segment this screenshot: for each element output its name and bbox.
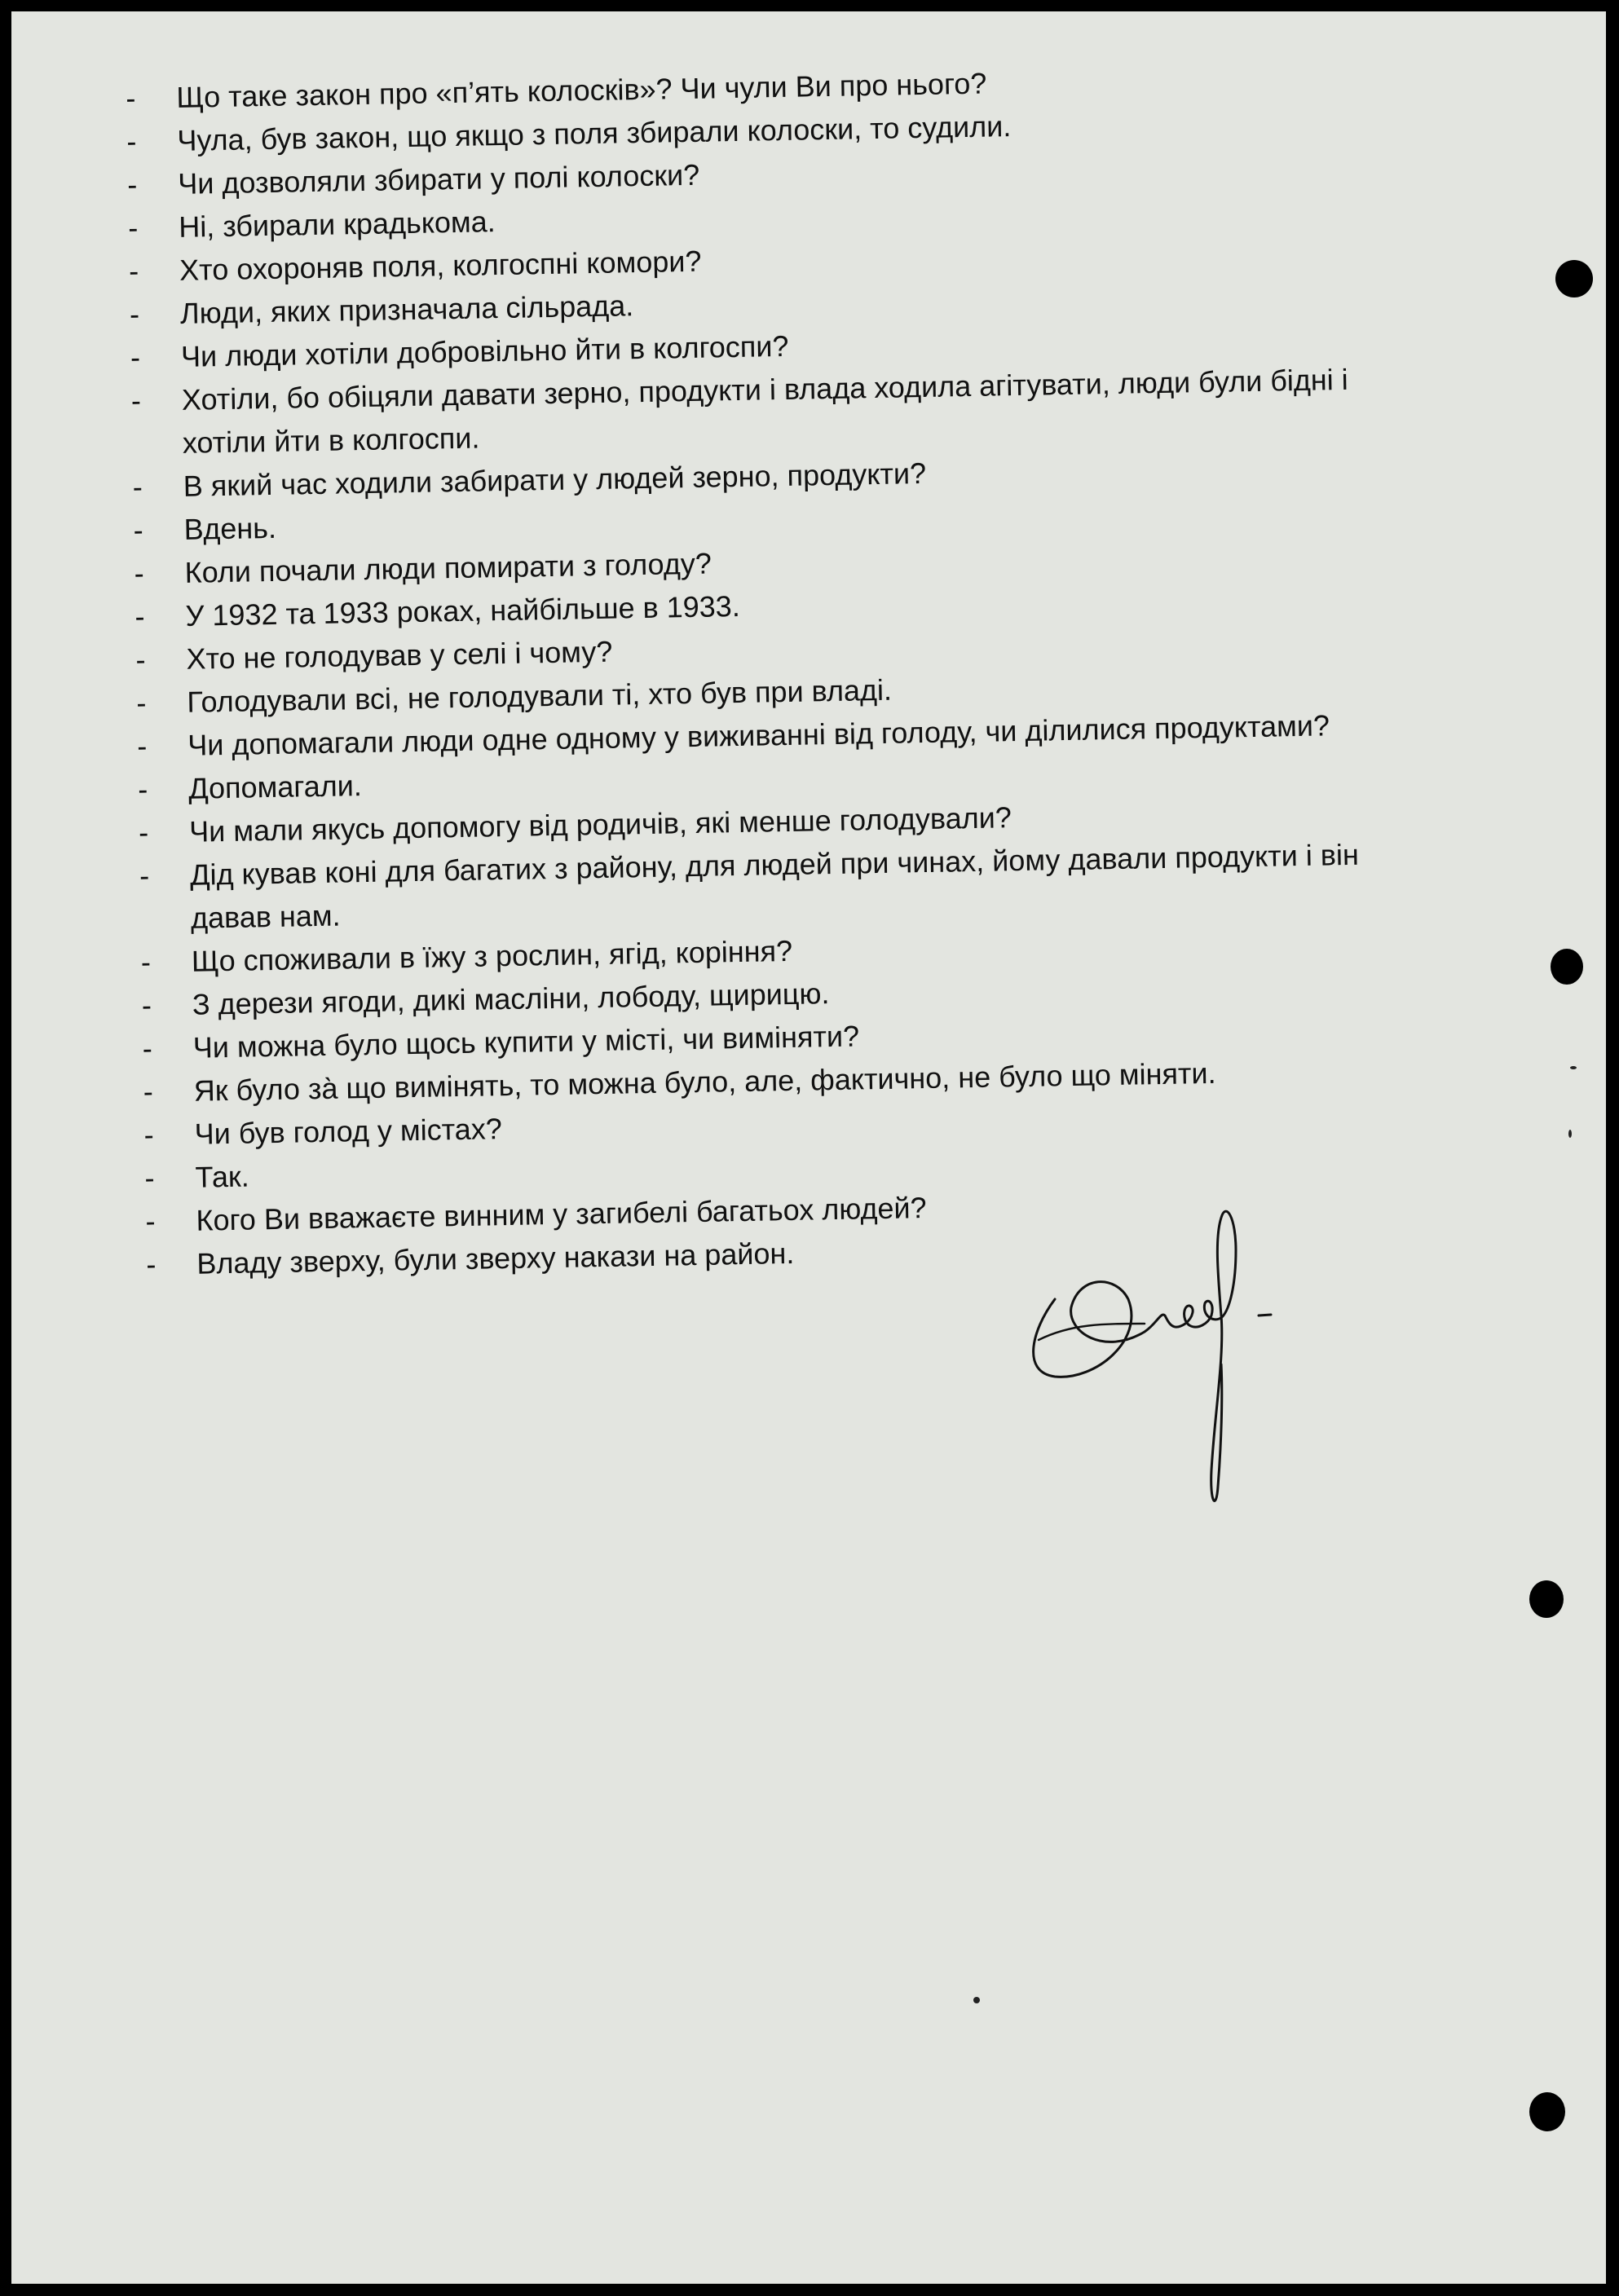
punch-hole bbox=[1555, 260, 1593, 297]
list-item: - Чула, був закон, що якщо з поля збирали колоски, то судили. bbox=[126, 109, 1012, 158]
list-item: - Чи дозволяли збирати у полі колоски? bbox=[126, 157, 700, 201]
list-item: - Ні, збирали крадькома. bbox=[127, 205, 496, 245]
list-item: - Так. bbox=[144, 1159, 250, 1195]
punch-hole bbox=[1551, 949, 1583, 985]
punch-hole bbox=[1529, 1580, 1564, 1618]
list-item: - Що таке закон про «п’ять колосків»? Чи чули Ви про нього? bbox=[126, 66, 987, 115]
list-item: - Хотіли, бо обіцяли давати зерно, продукти і влада ходила агітувати, люди були бідні і bbox=[130, 362, 1349, 417]
list-item-continuation: давав нам. bbox=[190, 898, 341, 935]
list-item: - Вдень. bbox=[133, 510, 277, 547]
list-item: - Дід кував коні для багатих з району, для людей при чинах, йому давали продукти і він bbox=[139, 837, 1360, 892]
list-item: - Допомагали. bbox=[137, 769, 363, 806]
list-item: - Що споживали в їжу з рослин, ягід, коріння? bbox=[140, 933, 793, 979]
list-item: - Чи мали якусь допомогу від родичів, які менше голодували? bbox=[138, 800, 1012, 849]
punch-hole bbox=[1529, 2092, 1565, 2131]
list-item: - Хто не голодував у селі і чому? bbox=[135, 634, 613, 676]
list-item: - У 1932 та 1933 роках, найбільше в 1933. bbox=[135, 588, 741, 633]
list-item: - Голодували всі, не голодували ті, хто був при владі. bbox=[136, 672, 893, 720]
list-item: - Чи можна було щось купити у місті, чи виміняти? bbox=[142, 1019, 860, 1065]
list-item: - Люди, яких призначала сільрада. bbox=[129, 289, 634, 331]
list-item-continuation: хотіли йти в колгоспи. bbox=[182, 421, 480, 460]
paper-speck bbox=[973, 1997, 980, 2003]
list-item: - В який час ходили забирати у людей зерно, продукти? bbox=[132, 456, 927, 504]
list-item: - Чи люди хотіли добровільно йти в колгоспи? bbox=[130, 328, 789, 374]
interview-text bbox=[126, 51, 1598, 1286]
list-item: - Хто охороняв поля, колгоспні комори? bbox=[128, 244, 702, 288]
list-item: - З дерези ягоди, дикі масліни, лободу, щирицю. bbox=[141, 976, 830, 1022]
document-page bbox=[11, 11, 1606, 2284]
list-item: - Чи був голод у містах? bbox=[143, 1112, 503, 1152]
handwritten-signature bbox=[1022, 1201, 1291, 1527]
paper-speck bbox=[1568, 1130, 1572, 1138]
list-item: - Кого Ви вважаєте винним у загибелі багатьох людей? bbox=[145, 1191, 927, 1238]
paper-speck bbox=[1570, 1066, 1577, 1069]
list-item: - Як було за̀ що вимінять, то можна було, але, фактично, не було що міняти. bbox=[143, 1055, 1216, 1108]
list-item: - Чи допомагали люди одне одному у виживанні від голоду, чи ділилися продуктами? bbox=[136, 708, 1330, 763]
list-item: - Коли почали люди помирати з голоду? bbox=[134, 546, 712, 590]
list-item: - Владу зверху, були зверху накази на район. bbox=[146, 1236, 795, 1281]
